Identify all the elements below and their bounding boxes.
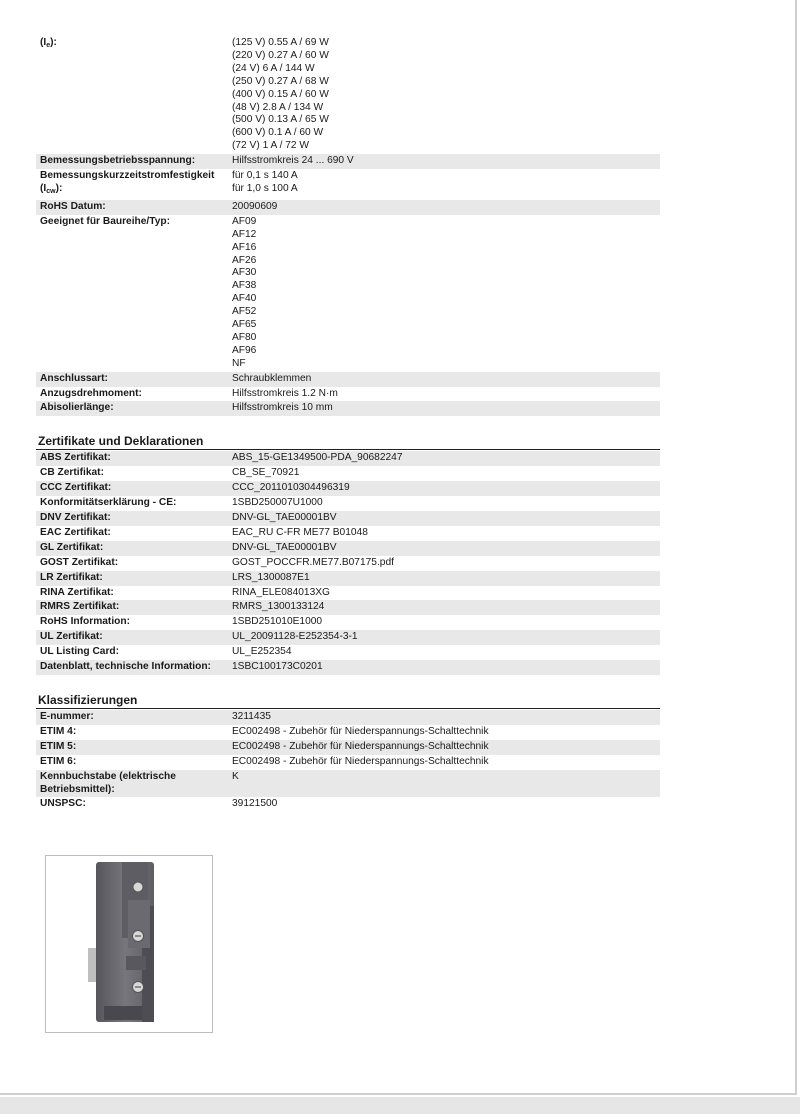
technical-data-table <box>36 36 660 416</box>
table-row <box>36 725 660 740</box>
row-key: Konformitätserklärung - CE: <box>40 497 177 509</box>
table-row <box>36 645 660 660</box>
row-value: 20090609 <box>228 200 660 215</box>
row-value: Hilfsstromkreis 24 ... 690 V <box>228 154 660 169</box>
device-foot <box>104 1006 142 1020</box>
datasheet-content <box>36 36 660 812</box>
row-key: Anzugsdrehmoment: <box>40 387 142 399</box>
table-row <box>36 387 660 402</box>
row-key: RoHS Information: <box>40 616 130 628</box>
row-key: $(I_e)$: <box>40 37 57 49</box>
table-row <box>36 797 660 812</box>
row-key: RoHS Datum: <box>36 200 228 215</box>
row-key: E-nummer: <box>36 710 228 725</box>
row-value: AF09 AF12 AF16 AF26 AF30 AF38 AF40 AF52 AF65 AF80 AF96 NF <box>232 215 257 369</box>
row-key: CB Zertifikat: <box>40 467 104 479</box>
row-key: ETIM 4: <box>40 725 77 737</box>
certificates-table <box>36 451 660 675</box>
row-key: Bemessungskurzzeitstromfestigkeit $(I_{cw})$: <box>40 170 215 195</box>
table-row <box>36 770 660 798</box>
table-row <box>36 541 660 556</box>
row-value: 1SBC100173C0201 <box>228 660 660 675</box>
row-key: Abisolierlänge: <box>36 401 228 416</box>
row-key: Geeignet für Baureihe/Typ: <box>40 215 171 227</box>
row-key: UNSPSC: <box>40 798 86 810</box>
row-key: UL Zertifikat: <box>36 630 228 645</box>
table-row <box>36 36 660 154</box>
section-title-classification: Klassifizierungen <box>36 693 660 709</box>
row-value: LRS_1300087E1 <box>228 571 660 586</box>
row-value: 1SBD250007U1000 <box>232 497 323 509</box>
table-row <box>36 169 660 200</box>
auxiliary-contact-block-image <box>46 856 212 1032</box>
classification-table <box>36 710 660 812</box>
row-value: 1SBD251010E1000 <box>232 616 323 628</box>
table-row <box>36 571 660 586</box>
row-value: DNV-GL_TAE00001BV <box>228 511 660 526</box>
table-row <box>36 511 660 526</box>
row-key: Datenblatt, technische Information: <box>36 660 228 675</box>
row-value: für 0,1 s 140 A für 1,0 s 100 A <box>232 170 298 194</box>
row-key: Bemessungsbetriebsspannung: <box>36 154 228 169</box>
table-row <box>36 466 660 481</box>
screw-icon <box>133 882 143 892</box>
table-row <box>36 586 660 601</box>
section-title-certificates: Zertifikate und Deklarationen <box>36 434 660 450</box>
row-key: ETIM 5: <box>36 740 228 755</box>
table-row <box>36 660 660 675</box>
row-value: DNV-GL_TAE00001BV <box>228 541 660 556</box>
row-value: 3211435 <box>228 710 660 725</box>
table-row <box>36 401 660 416</box>
table-row <box>36 372 660 387</box>
page-bottom-strip <box>0 1097 800 1114</box>
table-row <box>36 451 660 466</box>
table-row <box>36 615 660 630</box>
table-row <box>36 526 660 541</box>
row-value: ABS_15-GE1349500-PDA_90682247 <box>228 451 660 466</box>
row-value: EC002498 - Zubehör für Niederspannungs-Schalttechnik <box>232 755 489 767</box>
row-value: GOST_POCCFR.ME77.B07175.pdf <box>232 556 394 568</box>
table-row <box>36 200 660 215</box>
table-row <box>36 496 660 511</box>
row-value: Hilfsstromkreis 1.2 N·m <box>232 387 338 399</box>
row-value: K <box>228 770 660 798</box>
row-value: EC002498 - Zubehör für Niederspannungs-Schalttechnik <box>228 740 660 755</box>
row-value: UL_E252354 <box>232 646 292 658</box>
row-value: EC002498 - Zubehör für Niederspannungs-Schalttechnik <box>232 725 489 737</box>
table-row <box>36 481 660 496</box>
table-row <box>36 215 660 372</box>
row-value: RMRS_1300133124 <box>228 600 660 615</box>
row-key: LR Zertifikat: <box>36 571 228 586</box>
row-key: Kennbuchstabe (elektrische Betriebsmittel): <box>36 770 228 798</box>
row-value: Hilfsstromkreis 10 mm <box>228 401 660 416</box>
row-key: UL Listing Card: <box>40 646 120 658</box>
row-key: GOST Zertifikat: <box>40 556 119 568</box>
row-key: ABS Zertifikat: <box>36 451 228 466</box>
table-row <box>36 740 660 755</box>
row-key: EAC Zertifikat: <box>40 526 111 538</box>
row-key: GL Zertifikat: <box>36 541 228 556</box>
row-key: RINA Zertifikat: <box>40 586 114 598</box>
row-key: DNV Zertifikat: <box>36 511 228 526</box>
row-key: CCC Zertifikat: <box>36 481 228 496</box>
row-value: 39121500 <box>232 798 278 810</box>
row-key: ETIM 6: <box>40 755 77 767</box>
table-row <box>36 755 660 770</box>
product-image <box>45 855 213 1033</box>
row-value: RINA_ELE084013XG <box>232 586 330 598</box>
row-value: (125 V) 0.55 A / 69 W (220 V) 0.27 A / 60 W (24 V) 6 A / 144 W (250 V) 0.27 A / 68 W (400 V) 0.15 A / 60 W (48 V) 2.8 A / 134 W (500 V) 0.13 A / 65 W (600 V) 0.1 A / 60 W (72 V) 1 A / 72 W <box>232 37 329 152</box>
row-value: CB_SE_70921 <box>232 467 300 479</box>
row-value: UL_20091128-E252354-3-1 <box>228 630 660 645</box>
row-value: Schraubklemmen <box>228 372 660 387</box>
row-key: RMRS Zertifikat: <box>36 600 228 615</box>
table-row <box>36 710 660 725</box>
label-plate <box>126 956 146 970</box>
row-key: Anschlussart: <box>36 372 228 387</box>
table-row <box>36 600 660 615</box>
table-row <box>36 154 660 169</box>
table-row <box>36 630 660 645</box>
row-value: EAC_RU C-FR ME77 B01048 <box>232 526 368 538</box>
table-row <box>36 556 660 571</box>
row-value: CCC_2011010304496319 <box>228 481 660 496</box>
